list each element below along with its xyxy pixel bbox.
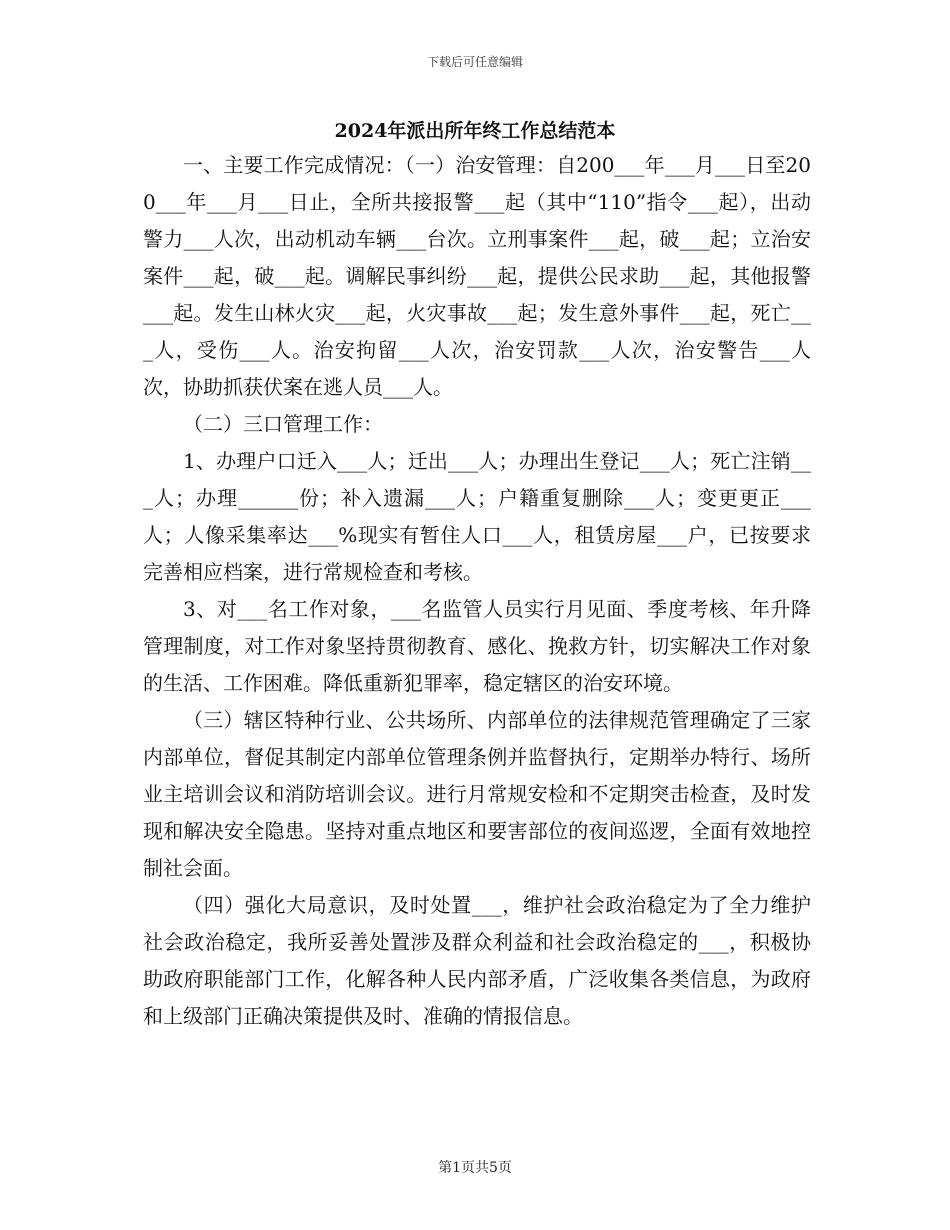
paragraph-public-security: 一、主要工作完成情况：（一）治安管理：自200___年___月___日至200___年___月___日止，全所共接报警___起（其中“110”指令___起），出动警力___人次，出动机动车辆___台次。立刑事案件___起，破___起；立治安案件___起，破___起。调解民事纠纷___起，提供公民求助___起，其他报警___起。发生山林火灾___起，火灾事故___起；发生意外事件___起，死亡___人，受伤___人。治安拘留___人次，治安罚款___人次，治安警告___人次，协助抓获伏案在逃人员___人。 (143, 153, 811, 399)
paragraph-special-industries: （三）辖区特种行业、公共场所、内部单位的法律规范管理确定了三家内部单位，督促其制定内部单位管理条例并监督执行，定期举办特行、场所业主培训会议和消防培训会议。进行月常规安检和不定期突击检查，及时发现和解决安全隐患。坚持对重点地区和要害部位的夜间巡逻，全面有效地控制社会面。 (143, 708, 811, 880)
page-number-footer: 第1页共5页 (438, 1160, 512, 1176)
page-header-note: 下载后可任意编辑 (426, 55, 523, 69)
document-title: 2024年派出所年终工作总结范本 (334, 120, 616, 142)
paragraph-work-targets: 3、对___名工作对象，___名监管人员实行月见面、季度考核、年升降管理制度，对工作对象坚持贯彻教育、感化、挽救方针，切实解决工作对象的生活、工作困难。降低重新犯罪率，稳定辖区的治安环境。 (143, 597, 811, 695)
paragraph-stability: （四）强化大局意识，及时处置___，维护社会政治稳定为了全力维护社会政治稳定，我所妥善处置涉及群众利益和社会政治稳定的___，积极协助政府职能部门工作，化解各种人民内部矛盾，广泛收集各类信息，为政府和上级部门正确决策提供及时、准确的情报信息。 (143, 893, 811, 1028)
paragraph-household-heading: （二）三口管理工作： (183, 412, 383, 436)
paragraph-household-registration: 1、办理户口迁入___人；迁出___人；办理出生登记___人；死亡注销___人；办理______份；补入遗漏___人；户籍重复删除___人；变更更正___人；人像采集率达___%现实有暂住人口___人，租赁房屋___户，已按要求完善相应档案，进行常规检查和考核。 (143, 449, 811, 584)
document-body (143, 147, 811, 1035)
